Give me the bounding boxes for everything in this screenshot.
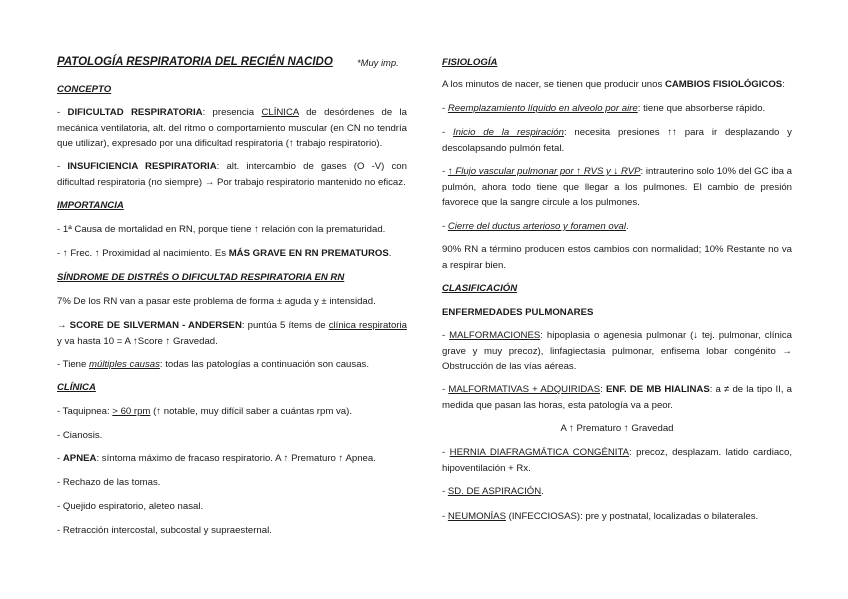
paragraph-insuficiencia: [57, 159, 407, 190]
text-part: -: [442, 103, 448, 114]
term-flujo-vascular: ↑ Flujo vascular pulmonar por ↑ RVS y ↓ RVP: [447, 166, 641, 177]
text-part: A los minutos de nacer, se tienen que producir unos: [442, 79, 665, 90]
text-part: : intrauterino solo 10% del GC iba a pulmón, ahora todo tiene que llegar a los pulmones. El cambio de presión favorece que la sangre circule a los pulmones.: [442, 166, 792, 209]
text-part: (↑ notable, muy difícil saber a cuántas rpm va).: [150, 406, 352, 417]
text-dash: -: [57, 161, 68, 172]
term-silverman: SCORE DE SILVERMAN - ANDERSEN: [69, 320, 242, 331]
paragraph-frecuencia: [57, 246, 407, 262]
term-sd-aspiracion: SD. DE ASPIRACIÓN: [447, 486, 542, 497]
paragraph-siete-por-ciento: 7% De los RN van a pasar este problema de forma ± aguda y ± intensidad.: [57, 296, 376, 307]
term-malformativas-adquiridas: MALFORMATIVAS + ADQUIRIDAS: [448, 384, 601, 395]
text-part: y va hasta 10 = A ↑Score ↑ Gravedad.: [57, 335, 218, 347]
text-part: - Taquipnea:: [57, 406, 113, 417]
text-part: : tiene que absorberse rápido.: [637, 103, 766, 114]
term-multiples-causas: múltiples causas: [89, 359, 160, 370]
heading-clasificacion: CLASIFICACIÓN: [442, 283, 518, 294]
clinica-apnea: [57, 451, 407, 467]
enfermedad-mb-hialinas: [442, 382, 792, 413]
clinica-quejido: - Quejido espiratorio, aleteo nasal.: [57, 501, 204, 512]
term-reemplazamiento: Reemplazamiento líquido en alveolo por aire: [447, 103, 638, 114]
heading-fisiologia: FISIOLOGÍA: [442, 57, 498, 68]
term-cambios-fisiologicos: CAMBIOS FISIOLÓGICOS: [664, 79, 783, 90]
subheading-enfermedades-pulmonares: ENFERMEDADES PULMONARES: [442, 307, 594, 318]
text-part: -: [442, 447, 450, 458]
clinica-retraccion: - Retracción intercostal, subcostal y supraesternal.: [57, 525, 272, 536]
text-part: de desórdenes de la mecánica ventilatoria, alt. del ritmo o comportamiento muscular (en CN no tendría que utilizar), expresado por una dificultad respiratoria (↑ trabajo respiratorio).: [57, 107, 407, 150]
text-part: : necesita presiones ↑↑ para ir desplazando y descolapsando pulmón fetal.: [442, 127, 792, 154]
text-part: -: [442, 384, 449, 395]
paragraph-noventa-por-ciento: 90% RN a término producen estos cambios con normalidad; 10% Restante no va a respirar bien.: [442, 244, 792, 271]
text-part: :: [600, 384, 606, 395]
text-part: : precoz, desplazam. latido cardiaco, hipoventilación + Rx.: [442, 447, 792, 474]
term-malformaciones: MALFORMACIONES: [449, 330, 541, 341]
text-part: : síntoma máximo de fracaso respiratorio. A ↑ Prematuro ↑ Apnea.: [96, 453, 376, 464]
enfermedad-sd-aspiracion: [442, 484, 792, 500]
text-part: →: [57, 320, 70, 331]
importance-note: *Muy imp.: [357, 57, 399, 68]
cambio-reemplazamiento: [442, 101, 792, 117]
text-part: - Tiene: [57, 359, 89, 370]
term-neumonias: NEUMONÍAS: [447, 511, 506, 522]
term-cierre-ductus: Cierre del ductus arterioso y foramen oval: [447, 221, 626, 232]
paragraph-cambios-intro: [442, 77, 792, 93]
term-mas-grave: MÁS GRAVE EN RN PREMATUROS: [228, 248, 389, 259]
term-insuficiencia: INSUFICIENCIA RESPIRATORIA: [67, 161, 217, 172]
text-part: - ↑ Frec. ↑ Proximidad al nacimiento. Es: [57, 248, 229, 259]
text-part: -: [442, 166, 448, 177]
text-part: : presencia: [202, 107, 262, 118]
text-part: :: [782, 79, 785, 90]
paragraph-silverman: [57, 318, 407, 349]
term-clinica-respiratoria: clínica respiratoria: [328, 320, 407, 331]
text-part: : puntúa 5 ítems de: [241, 320, 329, 331]
cambio-flujo-vascular: [442, 164, 792, 211]
text-part: : hipoplasia o agenesia pulmonar (↓ tej. pulmonar, clínica grave y muy precoz), linfagiectasia pulmonar, enfisema lobar congénito → Obstrucción de las vías aéreas.: [442, 330, 792, 373]
enfermedad-hernia-diafragmatica: [442, 445, 792, 476]
term-hernia-diafragmatica: HERNIA DIAFRAGMÁTICA CONGÉNITA: [449, 447, 630, 458]
clinica-rechazo: - Rechazo de las tomas.: [57, 477, 161, 488]
clinica-cianosis: - Cianosis.: [57, 430, 103, 441]
enfermedad-neumonias: [442, 509, 792, 525]
paragraph-dificultad: [57, 105, 407, 152]
text-part: (INFECCIOSAS): pre y postnatal, localizadas o bilaterales.: [505, 511, 759, 522]
paragraph-multiples-causas: [57, 357, 407, 373]
text-part: : todas las patologías a continuación son causas.: [159, 359, 369, 370]
clinica-taquipnea: [57, 404, 407, 420]
term-clinica: CLÍNICA: [261, 107, 299, 118]
text-part: .: [541, 486, 544, 497]
text-part: -: [442, 330, 450, 341]
term-apnea: APNEA: [62, 453, 97, 464]
cambio-inicio-respiracion: [442, 125, 792, 156]
term-mb-hialinas: ENF. DE MB HIALINAS: [605, 384, 710, 395]
paragraph-mortalidad: - 1ª Causa de mortalidad en RN, porque tiene ↑ relación con la prematuridad.: [57, 224, 386, 235]
text-part: -: [442, 127, 454, 138]
text-part: : a ≠ de la tipo II, a medida que pasan las horas, esta patología va a peor.: [442, 384, 792, 411]
heading-importancia: IMPORTANCIA: [57, 200, 124, 211]
text-part: -: [57, 453, 63, 464]
heading-sindrome: SÍNDROME DE DISTRÉS O DIFICULTAD RESPIRATORIA EN RN: [57, 272, 345, 283]
term-60-rpm: > 60 rpm: [112, 406, 151, 417]
text-part: -: [442, 486, 448, 497]
text-part: .: [625, 221, 629, 232]
text-part: : alt. intercambio de gases (O -V) con dificultad respiratoria (no siempre) → Por trabajo respiratorio mantenido no eficaz.: [57, 161, 407, 188]
term-dificultad: DIFICULTAD RESPIRATORIA: [67, 107, 203, 118]
text-part: -: [442, 221, 448, 232]
gravedad-centered-line: A ↑ Prematuro ↑ Gravedad: [560, 423, 674, 434]
document-title: PATOLOGÍA RESPIRATORIA DEL RECIÉN NACIDO: [57, 56, 333, 68]
term-inicio-respiracion: Inicio de la respiración: [453, 127, 564, 138]
text-part: -: [442, 511, 448, 522]
text-part: .: [388, 248, 392, 259]
text-dash: -: [57, 107, 68, 118]
enfermedad-malformaciones: [442, 328, 792, 375]
heading-clinica: CLÍNICA: [57, 382, 96, 393]
cambio-cierre-ductus: [442, 219, 792, 235]
heading-concepto: CONCEPTO: [57, 84, 112, 95]
